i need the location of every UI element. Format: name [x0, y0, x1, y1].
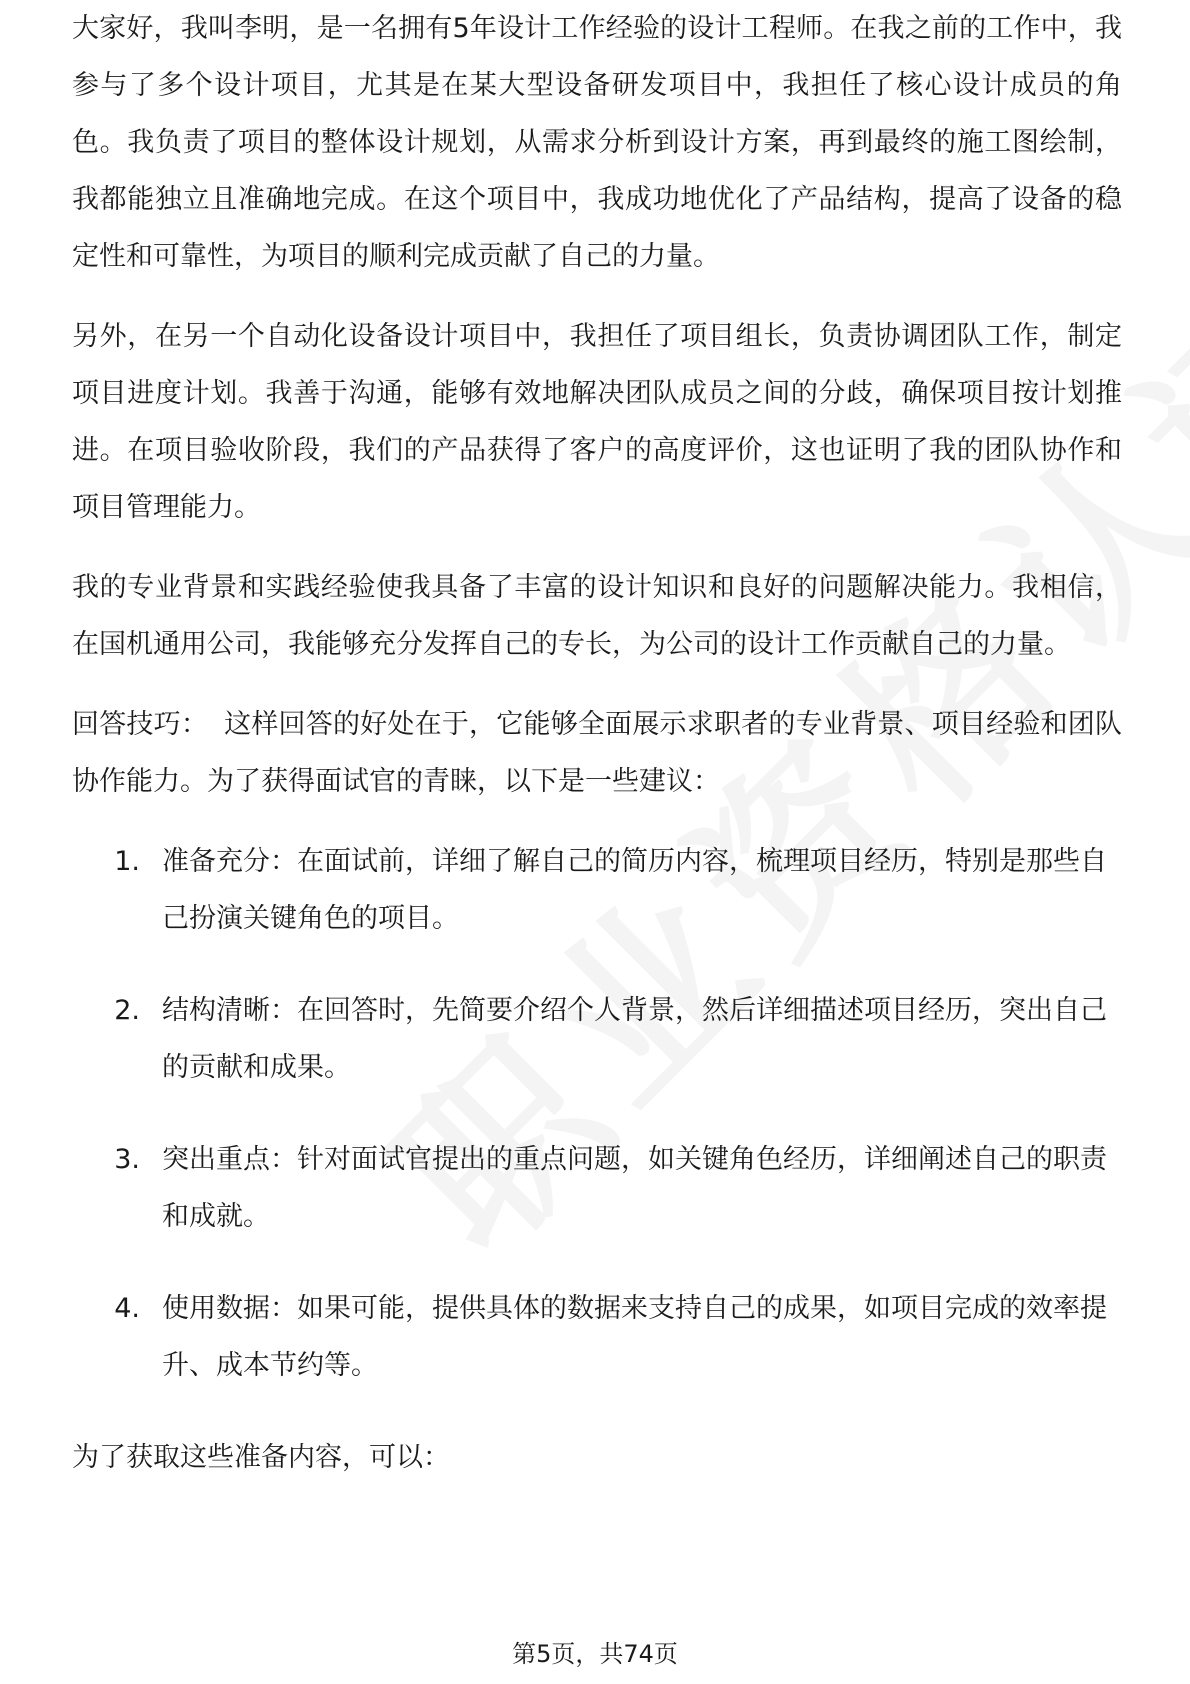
list-item-number: 1. [114, 846, 140, 877]
paragraph-team-lead: 另外，在另一个自动化设备设计项目中，我担任了项目组长，负责协调团队工作，制定项目进度计划。我善于沟通，能够有效地解决团队成员之间的分歧，确保项目按计划推进。在项目验收阶段，我们的产品获得了客户的高度评价，这也证明了我的团队协作和项目管理能力。 [72, 321, 1122, 523]
answer-tips-label: 回答技巧： [72, 709, 209, 740]
answer-tips-text: 这样回答的好处在于，它能够全面展示求职者的专业背景、项目经验和团队协作能力。为了获得面试官的青睐，以下是一些建议： [72, 709, 1123, 797]
list-item [72, 1131, 1122, 1245]
list-item [72, 1280, 1122, 1394]
list-item-text: 突出重点：针对面试官提出的重点问题，如关键角色经历，详细阐述自己的职责和成就。 [162, 1144, 1107, 1232]
list-item-number: 2. [114, 995, 140, 1026]
paragraph-intro: 大家好，我叫李明，是一名拥有5年设计工作经验的设计工程师。在我之前的工作中，我参与了多个设计项目，尤其是在某大型设备研发项目中，我担任了核心设计成员的角色。我负责了项目的整体设计规划，从需求分析到设计方案，再到最终的施工图绘制，我都能独立且准确地完成。在这个项目中，我成功地优化了产品结构，提高了设备的稳定性和可靠性，为项目的顺利完成贡献了自己的力量。 [72, 13, 1122, 272]
document-body [72, 13, 1123, 1509]
list-item [72, 833, 1122, 947]
answer-tips [72, 696, 1122, 810]
page-number-footer: 第5页，共74页 [512, 1640, 678, 1668]
list-item-number: 4. [114, 1293, 140, 1324]
list-item-text: 使用数据：如果可能，提供具体的数据来支持自己的成果，如项目完成的效率提升、成本节约等。 [162, 1293, 1107, 1381]
closing-line: 为了获取这些准备内容，可以： [72, 1442, 450, 1473]
suggestion-list [72, 833, 1122, 1394]
list-item-text: 准备充分：在面试前，详细了解自己的简历内容，梳理项目经历，特别是那些自己扮演关键角色的项目。 [162, 846, 1107, 934]
list-item [72, 982, 1122, 1096]
list-item-text: 结构清晰：在回答时，先简要介绍个人背景，然后详细描述项目经历，突出自己的贡献和成果。 [162, 995, 1107, 1083]
paragraph-summary: 我的专业背景和实践经验使我具备了丰富的设计知识和良好的问题解决能力。我相信，在国机通用公司，我能够充分发挥自己的专长，为公司的设计工作贡献自己的力量。 [72, 572, 1122, 660]
list-item-number: 3. [114, 1144, 140, 1175]
